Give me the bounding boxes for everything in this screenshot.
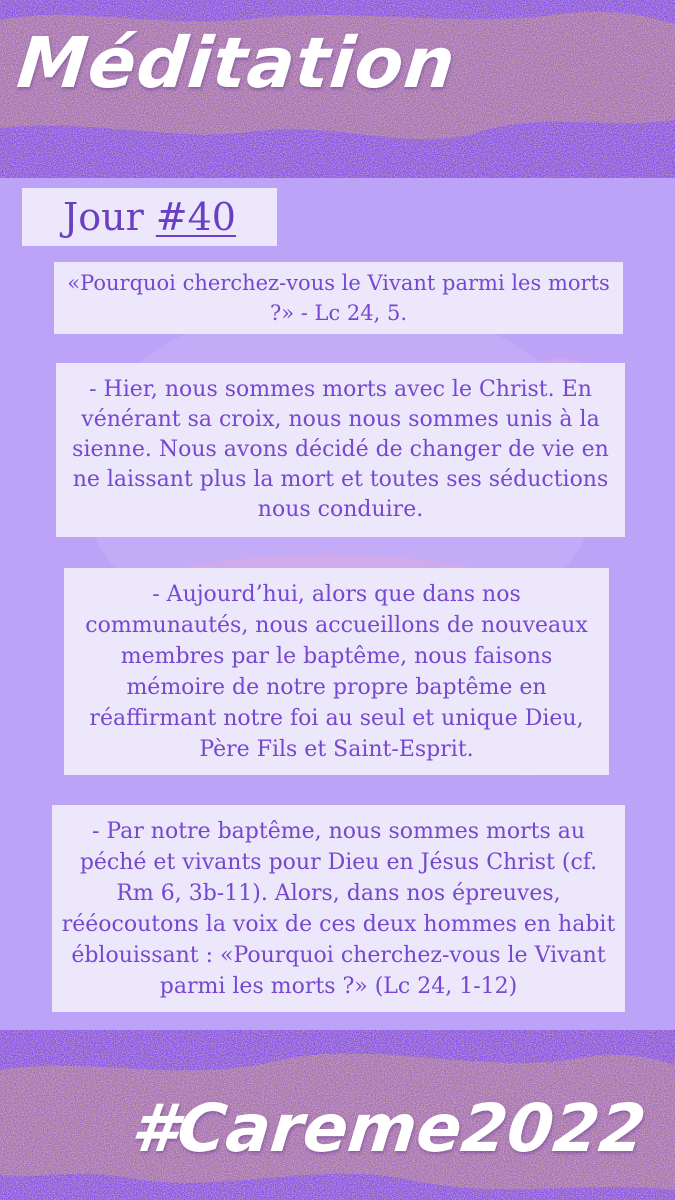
paragraph-box — [52, 805, 625, 1012]
verse-text: «Pourquoi cherchez-vous le Vivant parmi les morts ?» - Lc 24, 5. — [67, 271, 610, 325]
day-word: Jour — [63, 195, 144, 239]
hashtag: #Careme2022 — [127, 1090, 650, 1167]
paragraph-text: - Par notre baptême, nous sommes morts au péché et vivants pour Dieu en Jésus Christ (cf. Rm 6, 3b-11). Alors, dans nos épreuves, rééocoutons la voix de ces deux hommes en habit éblouissant : «Pourquoi cherchez-vous le Vivant parmi les morts ?» (Lc 24, 1-12) — [61, 818, 616, 999]
verse-box — [54, 262, 623, 334]
footer-banner — [0, 1030, 675, 1200]
header-banner — [0, 0, 675, 178]
paragraph-box — [56, 363, 625, 537]
paragraph-text: - Hier, nous sommes morts avec le Christ. En vénérant sa croix, nous nous sommes unis à la sienne. Nous avons décidé de changer de vie en ne laissant plus la mort et toutes ses séductions nous conduire. — [72, 377, 609, 522]
day-number: #40 — [155, 195, 236, 239]
day-label — [22, 188, 277, 246]
paragraph-text: - Aujourd’hui, alors que dans nos communautés, nous accueillons de nouveaux membres par le baptême, nous faisons mémoire de notre propre baptême en réaffirmant notre foi au seul et unique Dieu, Père Fils et Saint-Esprit. — [85, 581, 588, 762]
page-title: Méditation — [13, 22, 460, 104]
paragraph-box — [64, 568, 609, 775]
